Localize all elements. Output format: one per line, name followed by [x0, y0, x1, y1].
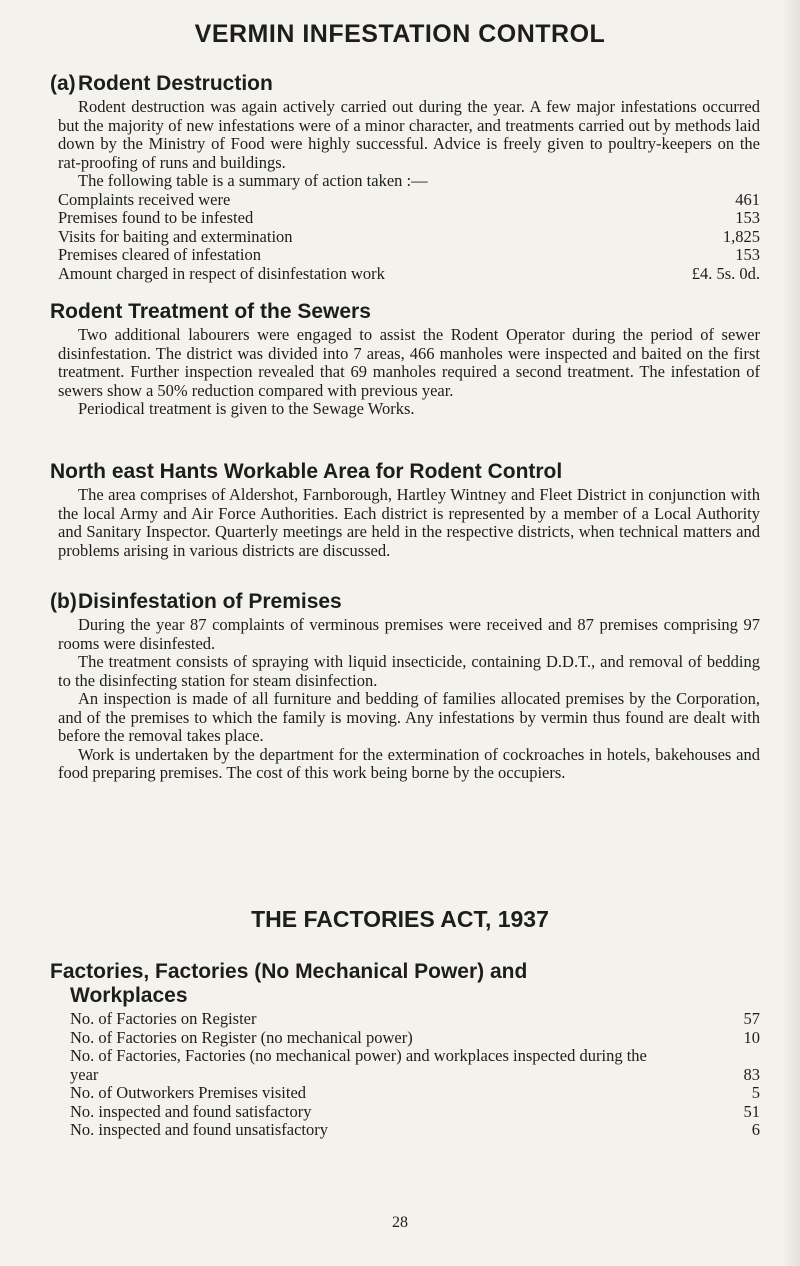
factories-act-heading: THE FACTORIES ACT, 1937 [251, 906, 549, 932]
section-a-title: Rodent Destruction [78, 72, 273, 95]
section-north-east-hants [50, 460, 760, 560]
page-title: VERMIN INFESTATION CONTROL [194, 20, 606, 48]
summary-table-intro: The following table is a summary of action taken :— [78, 171, 428, 190]
section-b-paragraph: Work is undertaken by the department for the extermination of cockroaches in hotels, bakehouses and food preparing premises. The cost of this work being borne by the occupiers. [58, 744, 760, 782]
page-number: 28 [392, 1214, 408, 1231]
summary-row: Premises cleared of infestation 153 [58, 245, 760, 264]
section-b-paragraph: The treatment consists of spraying with liquid insecticide, containing D.D.T., and removal of bedding to the disinfecting station for steam disinfection. [58, 652, 760, 690]
page-edge-shadow [782, 0, 800, 1266]
section-a-heading [50, 72, 760, 96]
section-sewers [50, 300, 760, 419]
section-a-paragraph: Rodent destruction was again actively carried out during the year. A few major infestations occurred but the majority of new infestations were of a minor character, and treatments carried out by methods laid down by the Ministry of Food were highly successful. Advice is freely given to poultry-keepers on the rat-proofing of runs and buildings. [58, 97, 760, 172]
section-b-paragraph: An inspection is made of all furniture and bedding of families allocated premises by the Corporation, and of the premises to which the family is moving. Any infestations by vermin thus found are dealt with before the removal takes place. [58, 689, 760, 745]
summary-row: Visits for baiting and extermination 1,825 [58, 226, 760, 246]
summary-row: Complaints received were 461 [58, 189, 760, 209]
section-factories [50, 960, 760, 1140]
section-b-heading [50, 590, 760, 614]
section-b-marker: (b) [50, 590, 77, 613]
sewers-paragraph: Two additional labourers were engaged to assist the Rodent Operator during the period of sewer disinfestation. The district was divided into 7 areas, 466 manholes were inspected and baited on the first treatment. Further inspection revealed that 69 manholes required a second treatment. The infestation of sewers show a 50% reduction compared with previous year. [58, 325, 760, 400]
hants-paragraph: The area comprises of Aldershot, Farnborough, Hartley Wintney and Fleet District in conjunction with the local Army and Air Force Authorities. Each district is represented by a member of a Local Authority and Sanitary Inspector. Quarterly meetings are held in the respective districts, when technical matters and problems arising in various districts are discussed. [58, 485, 760, 560]
factories-row: No. inspected and found satisfactory 51 [70, 1101, 760, 1121]
factories-row: No. of Factories on Register 57 [70, 1009, 760, 1028]
factories-heading-line2: Workplaces [70, 984, 188, 1007]
factories-row: No. of Factories on Register (no mechanical power) 10 [70, 1027, 760, 1047]
factories-table [50, 1010, 760, 1140]
factories-heading-line1: Factories, Factories (No Mechanical Power) and [50, 960, 528, 983]
sewers-heading: Rodent Treatment of the Sewers [50, 300, 371, 323]
summary-row: Amount charged in respect of disinfestation work £4. 5s. 0d. [58, 263, 760, 283]
section-b-title: Disinfestation of Premises [78, 590, 342, 613]
factories-row: No. of Factories, Factories (no mechanical power) and workplaces inspected during the year 83 [70, 1046, 760, 1084]
sewers-paragraph: Periodical treatment is given to the Sewage Works. [78, 399, 415, 418]
summary-table [58, 191, 760, 284]
hants-heading: North east Hants Workable Area for Rodent Control [50, 460, 563, 483]
factories-row: No. inspected and found unsatisfactory 6 [70, 1120, 760, 1139]
factories-row: No. of Outworkers Premises visited 5 [70, 1083, 760, 1102]
section-rodent-destruction [50, 72, 760, 283]
section-b-paragraph: During the year 87 complaints of verminous premises were received and 87 premises comprising 97 rooms were disinfested. [58, 615, 760, 653]
section-disinfestation [50, 590, 760, 783]
summary-row: Premises found to be infested 153 [58, 208, 760, 227]
section-a-marker: (a) [50, 72, 76, 95]
